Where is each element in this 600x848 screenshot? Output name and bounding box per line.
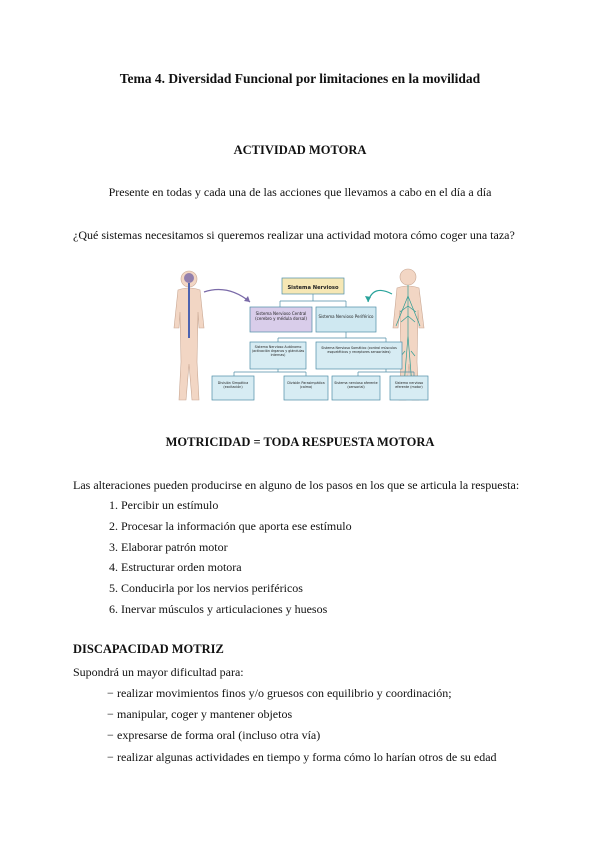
diagram-somatic-label: Sistema Nervioso Somático (control músculos esqueléticos y receptores sensoriales) [321, 346, 397, 355]
dash-bullet: − [107, 749, 114, 764]
list-item: − realizar algunas actividades en tiempo y forma cómo lo harían otros de su edad [107, 749, 497, 764]
list-item: 6. Inervar músculos y articulaciones y huesos [109, 601, 328, 616]
list-item: 4. Estructurar orden motora [109, 560, 242, 575]
diagram-root-label: Sistema Nervioso [287, 285, 339, 291]
discapacidad-intro: Supondrá un mayor dificultad para: [73, 665, 244, 679]
dash-bullet: − [107, 686, 114, 700]
arrow-left-icon [204, 290, 250, 302]
diagram-central-label: Sistema Nervioso Central (cerebro y médula dorsal) [255, 311, 307, 321]
actividad-question: ¿Qué sistemas necesitamos si queremos realizar una actividad motora cómo coger una taza? [73, 228, 515, 242]
list-item: 1. Percibir un estímulo [109, 498, 219, 512]
motricidad-heading: MOTRICIDAD = TODA RESPUESTA MOTORA [165, 435, 435, 449]
diagram-parasympathetic-label: División Parasimpática (calma) [287, 381, 325, 390]
diagram-afferent-label: Sistema nervioso aferente (sensorial) [334, 381, 378, 390]
diagram-efferent-label: Sistema nervioso eferente (motor) [394, 381, 424, 390]
difficulty-list [107, 686, 497, 771]
list-item: 5. Conducirla por los nervios periféricos [109, 581, 303, 596]
list-item: − realizar movimientos finos y/o gruesos con equilibrio y coordinación; [107, 686, 452, 700]
list-item: − expresarse de forma oral (incluso otra vía) [107, 728, 321, 743]
arrow-right-icon [368, 290, 392, 302]
diagram-sympathetic-label: División Simpática (excitación) [217, 381, 249, 390]
discapacidad-heading: DISCAPACIDAD MOTRIZ [73, 642, 224, 656]
page-title: Tema 4. Diversidad Funcional por limitaciones en la movilidad [119, 71, 481, 86]
motricidad-intro: Las alteraciones pueden producirse en alguno de los pasos en los que se articula la respuesta: [73, 478, 520, 492]
list-item: − manipular, coger y mantener objetos [107, 707, 293, 722]
diagram-autonomic-label: Sistema Nervioso Autónomo (activación órganos y glándulas internas) [251, 345, 305, 358]
actividad-intro: Presente en todas y cada una de las acciones que llevamos a cabo en el día a día [108, 185, 492, 199]
list-item: 3. Elaborar patrón motor [109, 539, 228, 554]
actividad-heading: ACTIVIDAD MOTORA [233, 143, 367, 157]
dash-bullet: − [107, 728, 114, 743]
dash-bullet: − [107, 707, 114, 722]
nervous-system-diagram [168, 266, 430, 404]
left-body-figure [174, 271, 204, 400]
motor-steps-list [109, 498, 352, 623]
list-item: 2. Procesar la información que aporta ese estímulo [109, 518, 352, 533]
diagram-peripheral-label: Sistema Nervioso Periférico [318, 314, 374, 319]
